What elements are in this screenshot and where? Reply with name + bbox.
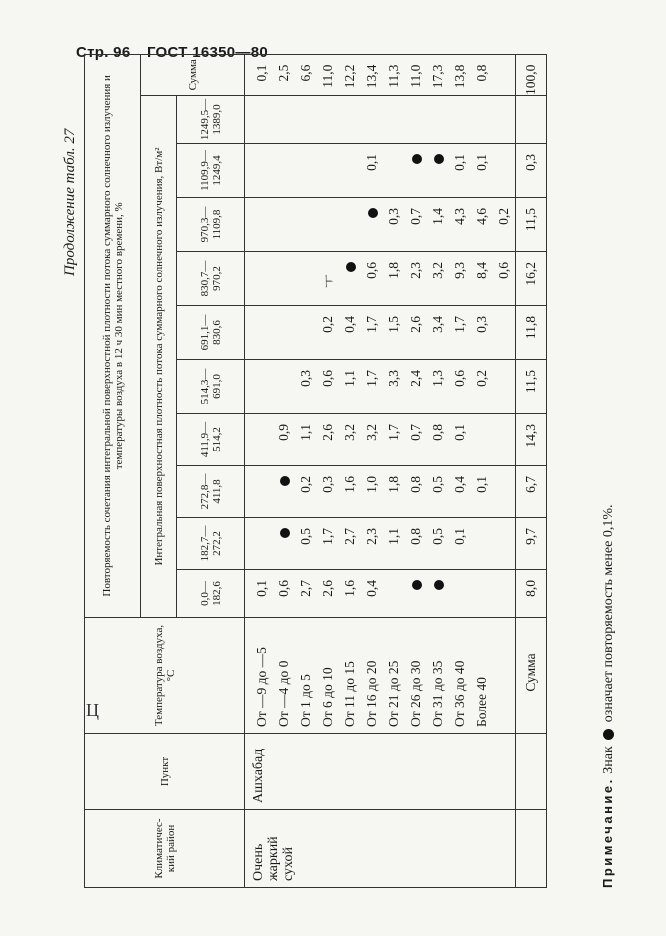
temperature-range: От 11 до 15 [339, 618, 361, 734]
temperature-range: От 31 до 35 [427, 618, 449, 734]
dot-cell [427, 144, 449, 198]
value-cell [245, 414, 274, 466]
value-cell: 3,2 [427, 252, 449, 306]
value-cell [245, 198, 274, 252]
value-cell: 0,2 [493, 198, 516, 252]
value-cell: 1,8 [383, 466, 405, 518]
value-cell: 1,7 [317, 518, 339, 570]
header-main: Повторяемость сочетания интегральной поверхностной плотности потока суммарного солнечного излучения и температуры воздуха в 12 ч 30 мин местного времени, % [85, 54, 141, 617]
header-range: 970,3—1109,8 [177, 198, 245, 252]
point-name: Ашхабад [245, 734, 516, 810]
value-cell: 2,3 [405, 252, 427, 306]
temperature-range: От 16 до 20 [361, 618, 383, 734]
value-cell [245, 306, 274, 360]
value-cell: 2,5 [273, 54, 295, 95]
value-cell: 100,0 [516, 54, 547, 95]
value-cell [471, 414, 493, 466]
value-cell [471, 518, 493, 570]
footnote [600, 505, 617, 888]
value-cell [339, 144, 361, 198]
header-range: 0,0—182,6 [177, 570, 245, 618]
value-cell: 16,2 [516, 252, 547, 306]
value-cell: 2,4 [405, 360, 427, 414]
value-cell [493, 360, 516, 414]
value-cell: 9,7 [516, 518, 547, 570]
dot-cell [405, 144, 427, 198]
value-cell: 8,0 [516, 570, 547, 618]
side-mark: Ц [86, 700, 99, 720]
value-cell: 11,3 [383, 54, 405, 95]
value-cell: 0,9 [273, 414, 295, 466]
value-cell [361, 96, 383, 144]
value-cell [295, 306, 317, 360]
temperature-range: От —9 до —5 [245, 618, 274, 734]
dot-icon [412, 580, 422, 590]
value-cell: 0,1 [361, 144, 383, 198]
value-cell: 0,5 [427, 518, 449, 570]
value-cell: 11,0 [405, 54, 427, 95]
value-cell [383, 96, 405, 144]
value-cell: 3,2 [361, 414, 383, 466]
value-cell [273, 306, 295, 360]
value-cell: 2,6 [317, 570, 339, 618]
value-cell: 0,5 [295, 518, 317, 570]
dot-cell [339, 252, 361, 306]
value-cell [493, 466, 516, 518]
value-cell [317, 96, 339, 144]
value-cell: 0,2 [317, 306, 339, 360]
temperature-range: От 1 до 5 [295, 618, 317, 734]
value-cell: 9,3 [449, 252, 471, 306]
value-cell: 2,7 [339, 518, 361, 570]
value-cell [383, 570, 405, 618]
value-cell [245, 252, 274, 306]
header-temperature: Температура воздуха, °С [85, 618, 245, 734]
dot-icon [280, 476, 290, 486]
value-cell [493, 144, 516, 198]
value-cell: 0,1 [245, 54, 274, 95]
header-range: 1109,9—1249,4 [177, 144, 245, 198]
value-cell: 0,8 [405, 466, 427, 518]
temperature-range: Более 40 [471, 618, 493, 734]
value-cell [339, 198, 361, 252]
value-cell: 0,3 [317, 466, 339, 518]
footnote-post: означает повторяемость менее 0,1%. [601, 504, 616, 723]
table-row [245, 54, 274, 887]
value-cell [317, 144, 339, 198]
value-cell [245, 96, 274, 144]
value-cell [245, 466, 274, 518]
dot-cell [273, 466, 295, 518]
footnote-pre: Знак [601, 746, 616, 774]
value-cell: 12,2 [339, 54, 361, 95]
value-cell [493, 54, 516, 95]
value-cell [245, 518, 274, 570]
temperature-range: От 6 до 10 [317, 618, 339, 734]
empty-cell [516, 810, 547, 888]
footnote-label: Примечание. [600, 777, 615, 888]
value-cell: 1,7 [449, 306, 471, 360]
header-range: 691,1—830,6 [177, 306, 245, 360]
sum-label: Сумма [516, 618, 547, 734]
dot-icon [603, 729, 614, 740]
value-cell [245, 360, 274, 414]
value-cell: 3,2 [339, 414, 361, 466]
header-range: 272,8—411,8 [177, 466, 245, 518]
value-cell: 0,3 [295, 360, 317, 414]
dot-icon [412, 154, 422, 164]
value-cell: 14,3 [516, 414, 547, 466]
value-cell [295, 144, 317, 198]
value-cell [295, 198, 317, 252]
header-range: 830,7—970,2 [177, 252, 245, 306]
value-cell: 1,5 [383, 306, 405, 360]
value-cell: 0,2 [471, 360, 493, 414]
dot-icon [434, 154, 444, 164]
sum-row [516, 54, 547, 887]
value-cell [383, 144, 405, 198]
value-cell: 1,3 [427, 360, 449, 414]
value-cell: 2,6 [405, 306, 427, 360]
value-cell [427, 96, 449, 144]
value-cell: 0,1 [471, 144, 493, 198]
dot-cell [273, 518, 295, 570]
value-cell: 6,6 [295, 54, 317, 95]
value-cell [493, 96, 516, 144]
value-cell: 0,8 [427, 414, 449, 466]
value-cell: 0,3 [383, 198, 405, 252]
value-cell: 0,6 [317, 360, 339, 414]
value-cell: 0,4 [339, 306, 361, 360]
dot-icon [368, 208, 378, 218]
temperature-range: От 26 до 30 [405, 618, 427, 734]
dot-cell [405, 570, 427, 618]
value-cell: 1,1 [339, 360, 361, 414]
header-sum: Сумма [141, 54, 245, 95]
header-sub: Интегральная поверхностная плотность потока суммарного солнечного излучения, Вт/м² [141, 96, 177, 618]
value-cell: 11,0 [317, 54, 339, 95]
value-cell [471, 96, 493, 144]
value-cell: 0,3 [516, 144, 547, 198]
value-cell: 2,6 [317, 414, 339, 466]
dot-icon [280, 528, 290, 538]
value-cell: 1,6 [339, 570, 361, 618]
value-cell: 13,8 [449, 54, 471, 95]
value-cell: 3,3 [383, 360, 405, 414]
value-cell [405, 96, 427, 144]
value-cell: 11,5 [516, 360, 547, 414]
value-cell: 8,4 [471, 252, 493, 306]
value-cell: 1,6 [339, 466, 361, 518]
value-cell: 0,6 [493, 252, 516, 306]
dot-cell [361, 198, 383, 252]
value-cell: 2,7 [295, 570, 317, 618]
value-cell: 1,8 [383, 252, 405, 306]
value-cell [493, 570, 516, 618]
value-cell [339, 96, 361, 144]
dot-cell [427, 570, 449, 618]
value-cell [493, 518, 516, 570]
value-cell [449, 96, 471, 144]
value-cell: 11,8 [516, 306, 547, 360]
header-range: 182,7—272,2 [177, 518, 245, 570]
margin-mark: ㅜ [323, 274, 338, 288]
value-cell [273, 360, 295, 414]
header-climate: Климатичес-кий район [85, 810, 245, 888]
value-cell [493, 414, 516, 466]
data-table [84, 54, 547, 888]
value-cell: 1,1 [295, 414, 317, 466]
standard-number: ГОСТ 16350—80 [146, 44, 268, 61]
header-range: 411,9—514,2 [177, 414, 245, 466]
rotated-table-page [54, 28, 644, 888]
value-cell: 6,7 [516, 466, 547, 518]
temperature-range: От 21 до 25 [383, 618, 405, 734]
header-point: Пункт [85, 734, 245, 810]
value-cell: 13,4 [361, 54, 383, 95]
header-range: 1249,5—1389,0 [177, 96, 245, 144]
value-cell [295, 96, 317, 144]
value-cell: 1,7 [361, 360, 383, 414]
value-cell: 0,8 [405, 518, 427, 570]
value-cell: 0,4 [361, 570, 383, 618]
value-cell: 0,3 [471, 306, 493, 360]
value-cell: 3,4 [427, 306, 449, 360]
value-cell: 1,4 [427, 198, 449, 252]
temperature-range: От —4 до 0 [273, 618, 295, 734]
value-cell: 0,8 [471, 54, 493, 95]
dot-icon [346, 262, 356, 272]
value-cell: 4,6 [471, 198, 493, 252]
value-cell [273, 96, 295, 144]
value-cell: 17,3 [427, 54, 449, 95]
page-number: Стр. 96 [76, 44, 131, 61]
value-cell: 0,1 [449, 144, 471, 198]
continuation-label: Продолжение табл. 27 [62, 128, 78, 276]
value-cell [273, 252, 295, 306]
empty-cell [516, 734, 547, 810]
climate-region: Очень жаркий сухой [245, 810, 516, 888]
value-cell [516, 96, 547, 144]
value-cell [245, 144, 274, 198]
value-cell: 0,1 [471, 466, 493, 518]
value-cell: 11,5 [516, 198, 547, 252]
value-cell [449, 570, 471, 618]
header-range: 514,3—691,0 [177, 360, 245, 414]
value-cell: 1,1 [383, 518, 405, 570]
value-cell: 0,2 [295, 466, 317, 518]
value-cell [317, 198, 339, 252]
value-cell: 0,4 [449, 466, 471, 518]
value-cell: 0,1 [449, 518, 471, 570]
value-cell: 0,5 [427, 466, 449, 518]
value-cell: 1,0 [361, 466, 383, 518]
value-cell [493, 306, 516, 360]
value-cell: 0,7 [405, 414, 427, 466]
temperature-range: От 36 до 40 [449, 618, 471, 734]
value-cell [295, 252, 317, 306]
value-cell: 0,7 [405, 198, 427, 252]
value-cell: 0,1 [449, 414, 471, 466]
dot-icon [434, 580, 444, 590]
value-cell: 0,1 [245, 570, 274, 618]
value-cell: 1,7 [383, 414, 405, 466]
temperature-range [493, 618, 516, 734]
value-cell: 4,3 [449, 198, 471, 252]
value-cell: 0,6 [273, 570, 295, 618]
value-cell [471, 570, 493, 618]
value-cell: 0,6 [449, 360, 471, 414]
value-cell: 2,3 [361, 518, 383, 570]
value-cell: 0,6 [361, 252, 383, 306]
value-cell: 1,7 [361, 306, 383, 360]
value-cell [273, 198, 295, 252]
value-cell [273, 144, 295, 198]
